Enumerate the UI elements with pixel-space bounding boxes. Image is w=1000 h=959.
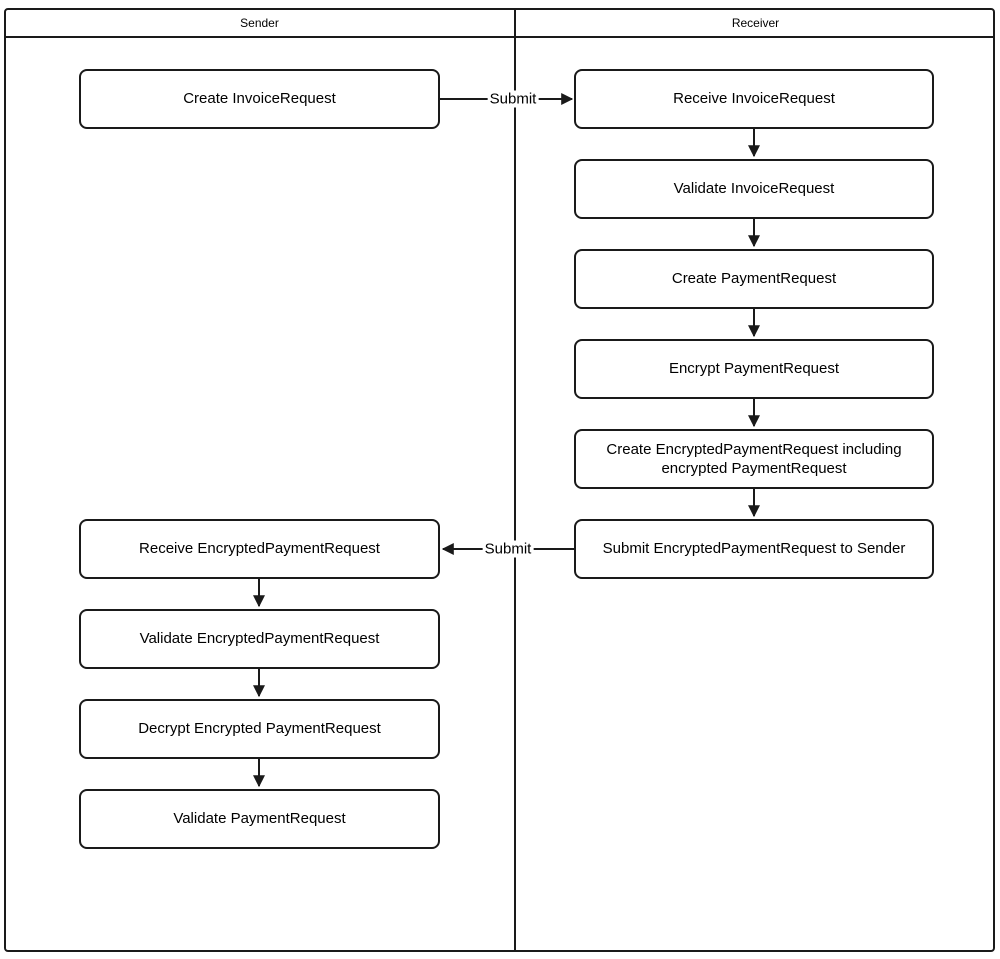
node-decrypt-encrypted-paymentrequest: Decrypt Encrypted PaymentRequest	[79, 699, 440, 759]
node-create-invoicerequest: Create InvoiceRequest	[79, 69, 440, 129]
edge-label-submit-return: Submit	[484, 540, 532, 558]
lane-title-receiver: Receiver	[731, 15, 780, 30]
node-validate-encryptedpaymentrequest: Validate EncryptedPaymentRequest	[79, 609, 440, 669]
node-encrypt-paymentrequest: Encrypt PaymentRequest	[574, 339, 934, 399]
node-receive-invoicerequest: Receive InvoiceRequest	[574, 69, 934, 129]
node-receive-encryptedpaymentrequest: Receive EncryptedPaymentRequest	[79, 519, 440, 579]
lane-title-sender: Sender	[240, 15, 279, 30]
edge-label-submit-forward: Submit	[489, 90, 537, 108]
node-create-paymentrequest: Create PaymentRequest	[574, 249, 934, 309]
node-create-encryptedpaymentrequest-including: Create EncryptedPaymentRequest including encrypted PaymentRequest	[574, 429, 934, 489]
node-validate-paymentrequest: Validate PaymentRequest	[79, 789, 440, 849]
lane-divider	[514, 9, 516, 951]
lane-header-separator	[5, 36, 995, 38]
node-validate-invoicerequest: Validate InvoiceRequest	[574, 159, 934, 219]
node-submit-encryptedpaymentrequest-to-sender: Submit EncryptedPaymentRequest to Sender	[574, 519, 934, 579]
